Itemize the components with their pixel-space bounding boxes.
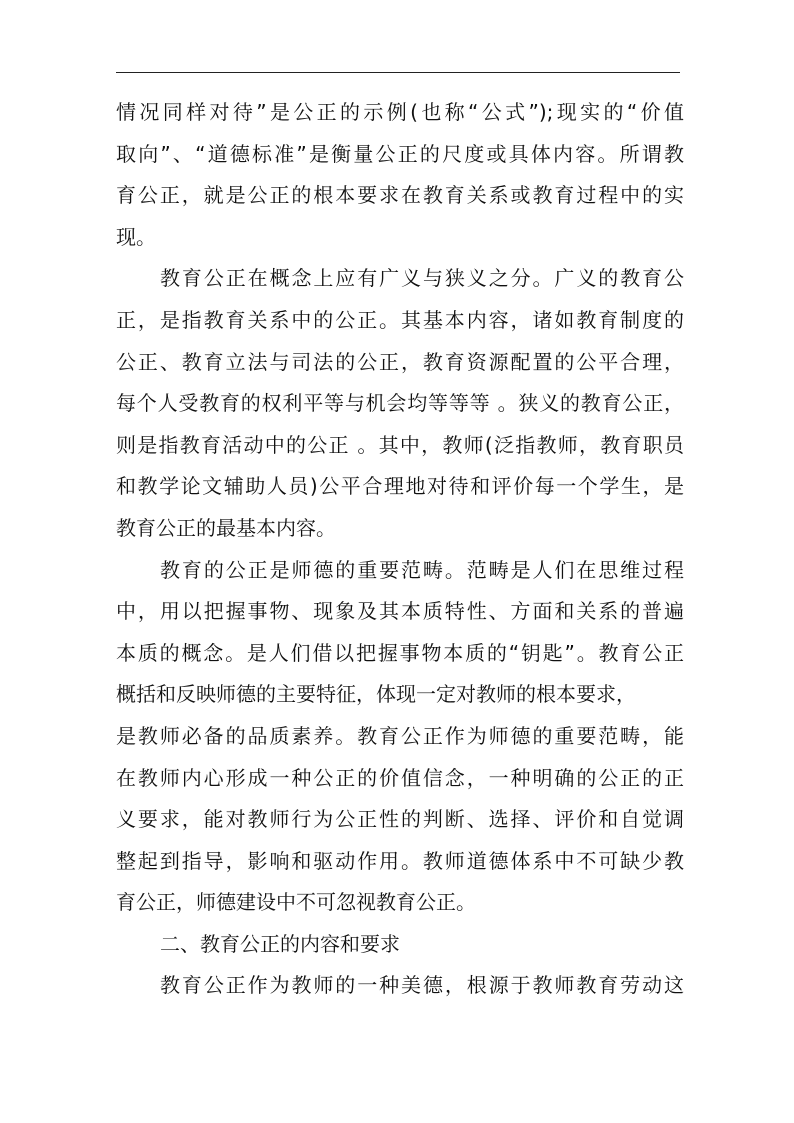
text-line: 教育公正在概念上应有广义与狭义之分。广义的教育公 xyxy=(160,266,684,291)
text-line: 教育公正的最基本内容。 xyxy=(116,515,336,540)
text-line: 则是指教育活动中的公正 。其中，教师(泛指教师，教育职员 xyxy=(116,432,684,457)
text-line: 在教师内心形成一种公正的价值信念，一种明确的公正的正 xyxy=(116,765,684,790)
text-line: 每个人受教育的权利平等与机会均等等等 。狭义的教育公正， xyxy=(116,391,684,416)
text-line: 正，是指教育关系中的公正。其基本内容，诸如教育制度的 xyxy=(116,307,684,332)
text-line: 育公正，师德建设中不可忽视教育公正。 xyxy=(116,890,476,915)
text-line: 二、教育公正的内容和要求 xyxy=(160,931,400,956)
text-line: 是教师必备的品质素养。教育公正作为师德的重要范畴，能 xyxy=(116,723,684,748)
text-line: 和教学论文辅助人员)公平合理地对待和评价每一个学生，是 xyxy=(116,474,684,499)
text-line: 整起到指导，影响和驱动作用。教师道德体系中不可缺少教 xyxy=(116,848,684,873)
text-line: 育公正，就是公正的根本要求在教育关系或教育过程中的实 xyxy=(116,183,684,208)
text-line: 教育的公正是师德的重要范畴。范畴是人们在思维过程 xyxy=(160,557,684,582)
text-line: 义要求，能对教师行为公正性的判断、选择、评价和自觉调 xyxy=(116,807,684,832)
text-line: 概括和反映师德的主要特征，体现一定对教师的根本要求， xyxy=(116,682,636,707)
text-line: 教育公正作为教师的一种美德，根源于教师教育劳动这 xyxy=(160,973,684,998)
text-line: 情况同样对待”是公正的示例(也称“公式”);现实的“价值 xyxy=(116,100,684,124)
text-line: 中，用以把握事物、现象及其本质特性、方面和关系的普遍 xyxy=(116,599,684,624)
text-line: 本质的概念。是人们借以把握事物本质的“钥匙”。教育公正 xyxy=(116,640,684,665)
body-text xyxy=(116,92,684,1007)
header-rule xyxy=(116,72,680,73)
text-line: 取向”、“道德标准”是衡量公正的尺度或具体内容。所谓教 xyxy=(116,141,684,166)
text-line: 现。 xyxy=(116,224,156,249)
text-line: 公正、教育立法与司法的公正，教育资源配置的公平合理， xyxy=(116,349,684,374)
